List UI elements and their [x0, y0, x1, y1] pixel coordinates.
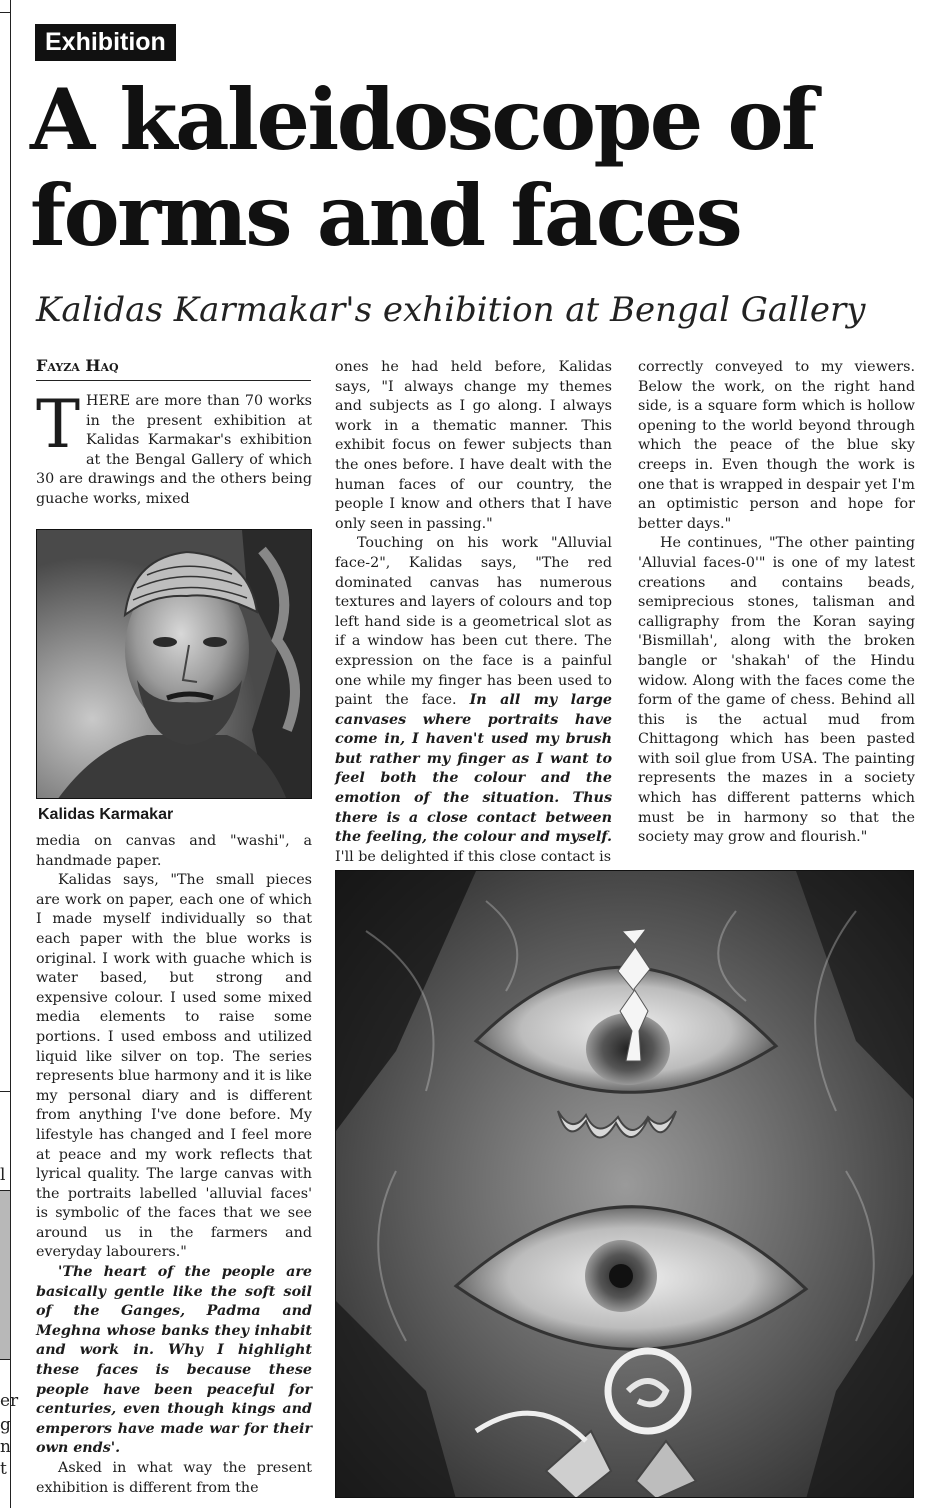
neighbour-gray-box: [0, 1190, 10, 1360]
paragraph: Kalidas says, "The small pieces are work on paper, each one of which I made myself individually so that each paper with the blue works is original. I work with guache which is water based, but strong and expensive colour. I used some mixed media elements to raise some portions. I used emboss and utilized liquid like silver on top. The series represents blue harmony and it is like my personal diary and is different from anything I've done before. My lifestyle has changed and I feel more at peace and my work reflects that lyrical quality. The large canvas with the portraits labelled 'alluvial faces' is symbolic of the faces that we see around us in the farmers and everyday labourers.": [36, 872, 312, 1261]
section-tag: Exhibition: [35, 24, 176, 61]
drop-cap: T: [36, 386, 81, 463]
paragraph: correctly conveyed to my viewers. Below the work, on the right hand side, is a square form which is hollow opening to the world beyond through which the peace of the blue sky creeps in. Even though the work is one that is wrapped in despair yet I'm an optimistic person and hope for better days.": [638, 359, 915, 532]
article-subhead: Kalidas Karmakar's exhibition at Bengal Gallery: [36, 290, 866, 330]
column-1-bottom: [36, 832, 312, 1498]
painting-image: [336, 871, 914, 1498]
edge-fragment: g: [0, 1415, 11, 1435]
column-3: [638, 358, 915, 848]
paragraph: He continues, "The other painting 'Alluvial faces-0'" is one of my latest creations and contains beads, semiprecious stones, talisman and calligraphy from the Koran saying 'Bismillah', along with the broken bangle or 'shakah' of the Hindu widow. Along with the faces come the form of the game of chess. Behind all this is the actual mud from Chittagong which has been pasted with soil glue from USA. The painting represents the mazes in a society which has different patterns which must be in harmony so that the society may grow and flourish.": [638, 535, 915, 846]
alluvial-faces-painting: [335, 870, 914, 1498]
paragraph: [335, 534, 612, 867]
lead-text: HERE are more than 70 works in the present exhibition at Kalidas Karmakar's exhibition at the Bengal Gallery of which 30 are drawings and the others being guache works, mixed: [36, 393, 312, 507]
edge-fragment: n: [0, 1437, 11, 1457]
column-1-top: [36, 386, 312, 510]
paragraph: ones he had held before, Kalidas says, "I always change my themes and subjects as I go along. I always work in a thematic manner. This exhibit focus on fewer subjects than the ones before. I have dealt with the human faces of our country, the people I know and others that I have only seen in passing.": [335, 359, 612, 532]
edge-fragment: t: [0, 1459, 7, 1479]
edge-fragment: l: [0, 1165, 6, 1185]
byline: Fayza Haq: [36, 356, 311, 381]
artist-portrait-image: [37, 530, 312, 799]
paragraph-text: I'll be delighted if this close contact is: [335, 848, 612, 865]
page-edge-rule: [10, 0, 11, 1508]
paragraph: Asked in what way the present exhibition is different from the: [36, 1460, 312, 1496]
artist-portrait-photo: [36, 529, 312, 799]
pull-quote: 'The heart of the people are basically gentle like the soft soil of the Ganges, Padma and Meghna whose banks they inhabit and work in. Why I highlight these faces is because these people have been peaceful for centuries, even though kings and emperors have made war for their own ends'.: [36, 1264, 312, 1457]
photo-caption: Kalidas Karmakar: [38, 806, 174, 823]
article-headline: A kaleidoscope of forms and faces: [30, 70, 815, 265]
column-2: [335, 358, 612, 867]
paragraph: media on canvas and "washi", a handmade paper.: [36, 833, 312, 869]
lead-paragraph: [36, 386, 312, 510]
paragraph-text: Touching on his work "Alluvial face-2", Kalidas says, "The red dominated canvas has numerous textures and layers of colours and top left hand side is a geometrical slot as if a window has been cut there. The expression on the face is a painful one while my finger has been used to paint the face.: [335, 535, 612, 709]
neighbour-article-frame: [0, 12, 10, 1092]
emphasis-text: In all my large canvases where portraits have come in, I haven't used my brush but rather my finger as I want to feel both the colour and the emotion of the situation. Thus there is a close contact between the feeling, the colour and myself.: [335, 692, 612, 846]
edge-fragment: er: [0, 1391, 19, 1411]
